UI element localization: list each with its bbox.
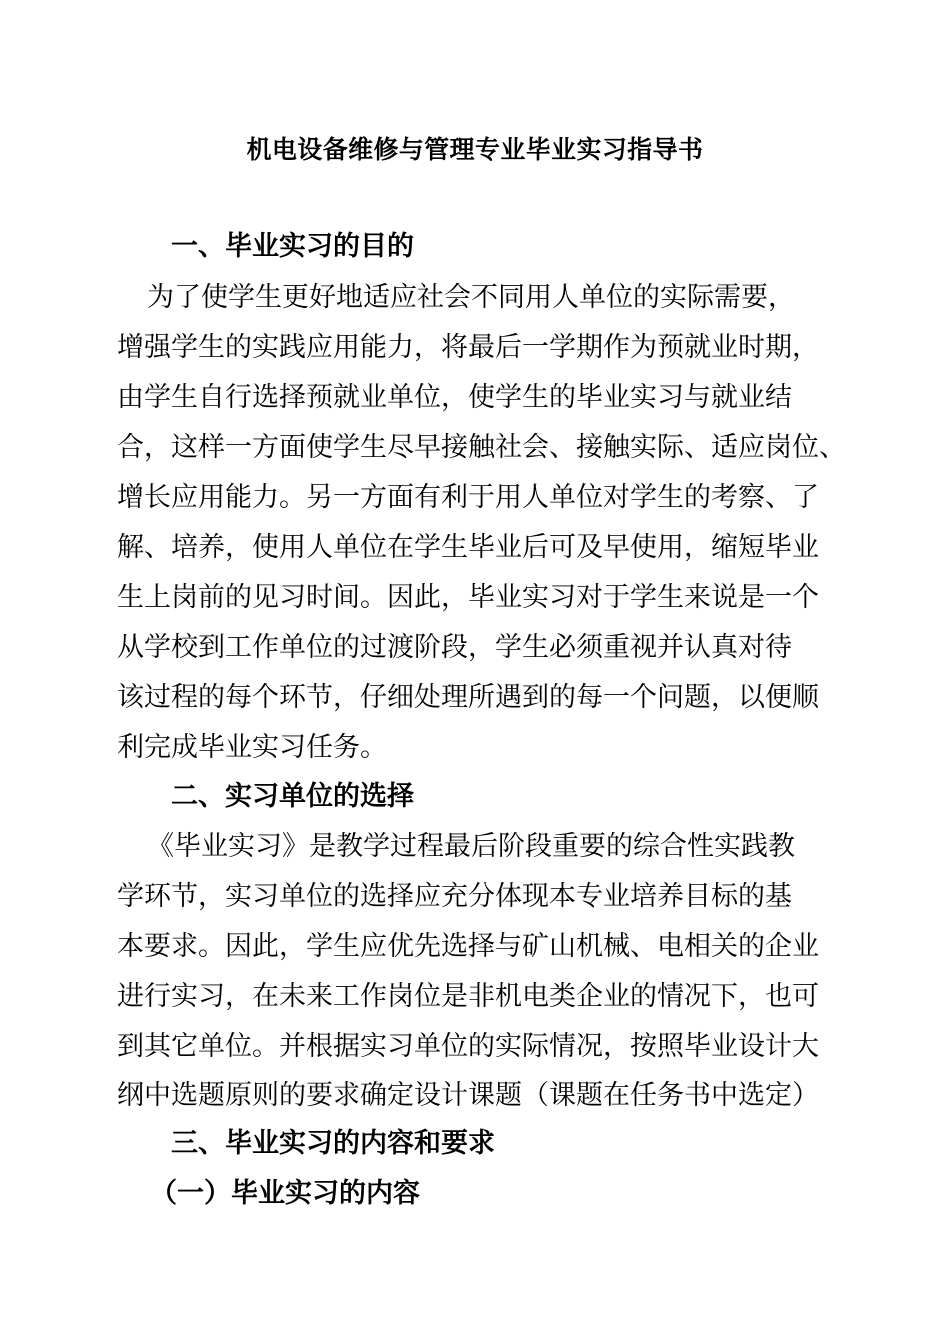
body-line: 生上岗前的见习时间。因此，毕业实习对于学生来说是一个: [117, 582, 819, 613]
body-line: 该过程的每个环节，仔细处理所遇到的每一个问题，以便顺: [117, 682, 819, 713]
subsection-heading-content: （一）毕业实习的内容: [150, 1178, 420, 1209]
body-line: 进行实习，在未来工作岗位是非机电类企业的情况下，也可: [117, 981, 819, 1012]
body-line: 本要求。因此，学生应优先选择与矿山机械、电相关的企业: [117, 931, 819, 962]
body-line: 增强学生的实践应用能力，将最后一学期作为预就业时期，: [117, 332, 819, 363]
document-title: 机电设备维修与管理专业毕业实习指导书: [246, 135, 704, 164]
body-line: 学环节，实习单位的选择应充分体现本专业培养目标的基: [117, 881, 792, 912]
body-line: 到其它单位。并根据实习单位的实际情况，按照毕业设计大: [117, 1031, 819, 1062]
body-line: 利完成毕业实习任务。: [117, 732, 387, 763]
body-line: 《毕业实习》是教学过程最后阶段重要的综合性实践教: [147, 831, 795, 862]
body-line: 合，这样一方面使学生尽早接触社会、接触实际、适应岗位、: [117, 432, 846, 463]
section-heading-content-requirements: 三、毕业实习的内容和要求: [171, 1128, 495, 1159]
section-heading-unit-selection: 二、实习单位的选择: [171, 781, 414, 812]
body-line: 由学生自行选择预就业单位，使学生的毕业实习与就业结: [117, 382, 792, 413]
body-line: 解、培养，使用人单位在学生毕业后可及早使用，缩短毕业: [117, 532, 819, 563]
section-heading-purpose: 一、毕业实习的目的: [171, 231, 414, 262]
body-line: 从学校到工作单位的过渡阶段，学生必须重视并认真对待: [117, 632, 792, 663]
body-line: 增长应用能力。另一方面有利于用人单位对学生的考察、了: [117, 482, 819, 513]
body-line: 为了使学生更好地适应社会不同用人单位的实际需要，: [147, 282, 795, 313]
body-line: 纲中选题原则的要求确定设计课题（课题在任务书中选定）: [117, 1080, 819, 1111]
